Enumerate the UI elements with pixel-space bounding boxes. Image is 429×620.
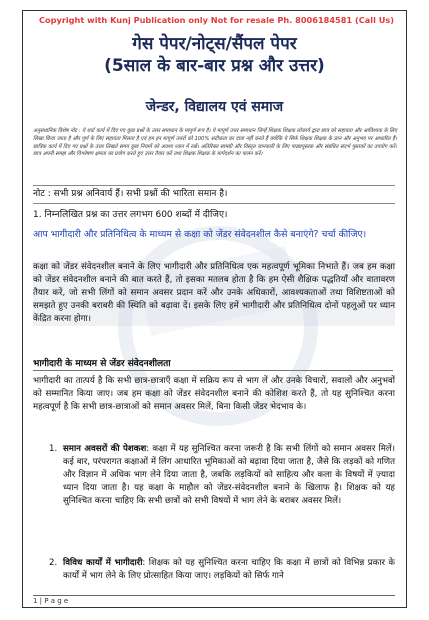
list-item	[49, 443, 395, 508]
phone-text: Ph. 8006184581 (Call Us)	[277, 15, 394, 25]
copyright-text: Copyright with Kunj Publication only Not for resale	[39, 15, 275, 25]
answer-paragraph-2: भागीदारी का तात्पर्य है कि सभी छात्र-छात्राएँ कक्षा में सक्रिय रूप से भाग लें और उनके विचारों, सवालों और अनुभवों को सम्मानित किया जाए। जब हम कक्षा को जेंडर संवेदनशील बनाने की कोशिश करते हैं, तो यह सुनिश्चित करना महत्वपूर्ण है कि सभी छात्र-छात्राओं को समान अवसर मिलें, बिना किसी जेंडर भेदभाव के।	[33, 376, 395, 412]
list-number: 1.	[49, 444, 58, 454]
list-item	[49, 557, 395, 583]
page-footer: 1 | P a g e	[33, 595, 395, 605]
question-instruction: 1. निम्नलिखित प्रश्न का उत्तर लगभग 600 शब्दों में दीजिए।	[33, 210, 228, 220]
list-item-title: विविध कार्यों में भागीदारी	[63, 558, 143, 568]
page-title: गेस पेपर/नोट्स/सैंपल पेपर	[132, 34, 297, 54]
subject-heading: जेन्डर, विद्यालय एवं समाज	[145, 99, 284, 115]
copyright-banner	[39, 15, 394, 25]
question-text: आप भागीदारी और प्रतिनिधित्व के माध्यम से कक्षा को जेंडर संवेदनशील कैसे बनाएंगे? चर्चा कीजिए।	[33, 229, 367, 240]
answer-paragraph-1: कक्षा को जेंडर संवेदनशील बनाने के लिए भागीदारी और प्रतिनिधित्व एक महत्वपूर्ण भूमिका निभाते हैं। जब हम कक्षा को जेंडर संवेदनशील बनाने की बात करते हैं, तो इसका मतलब होता है कि हम ऐसी शैक्षिक पद्धतियाँ और वातावरण तैयार करें, जो सभी लिंगों को समान अवसर प्रदान करें और उनके अधिकारों, आवश्यकताओं तथा विशिष्टताओं को समझते हुए उनकी बराबरी की स्थिति को बढ़ावा दें। इसके लिए हमें भागीदारी और प्रतिनिधित्व दोनों पहलुओं पर ध्यान केंद्रित करना होगा।	[33, 262, 395, 324]
intro-note: अनुसंधानिक विशेष नोट : ये शार्ट कार्य में दिए गए कुछ प्रश्नों के उत्तर समाधान के मापूर्ण रूप है। ये मापूर्ण उत्तर समाधान जिन्हें शिक्षक शिक्षक लोकार्य द्वारा छात्र को सहायता और आविश्यक के लिए लिखा किया जाता है और पूर्ण के लिए सहायता मिलता है एवं हम इन मापूर्ण उत्तरों को 100% सटीकता का दावा नहीं करते हैं क्योंकि ये सिर्फ शिक्षक शिक्षक के ज्ञान और अनुभव पर आधारित हैं। छात्रिक कार्य में दिए गए प्रश्नों के उत्तर लिखते समय कुछ नियमों को अवश्य ध्यान में रखें। अतिरिक्त सामग्री और विस्तृत जानकारी के लिए पाठ्यपुस्तक और संबंधित संदर्भ पुस्तकों का उपयोग करें। छात्र अपनी समझ और विश्लेषण क्षमता का प्रयोग करते हुए उत्तर तैयार करें तथा शिक्षक शिक्षक के मार्गदर्शन का पालन करें।	[33, 128, 397, 158]
page-title-line2: (5साल के बार-बार प्रश्न और उत्तर)	[104, 56, 325, 76]
section-heading: भागीदारी के माध्यम से जेंडर संवेदनशीलता	[33, 356, 393, 371]
list-number: 2.	[49, 558, 58, 568]
list-item-text: : कक्षा में यह सुनिश्चित करना जरूरी है कि सभी लिंगों को समान अवसर मिलें। कई बार, परंपरागत कक्षाओं में लिंग आधारित भूमिकाओं को बढ़ावा दिया जाता है, जैसे कि लड़कों को गणित और विज्ञान में अधिक भाग लेने दिया जाता है, जबकि लड़कियों को साहित्य और कला के विषयों में ज़्यादा ध्यान दिया जाता है। यह कक्षा के माहौल को जेंडर-संवेदनशील बनाने के खिलाफ है। शिक्षक को यह सुनिश्चित करना चाहिए कि सभी छात्रों को सभी विषयों में भाग लेने के बराबर अवसर मिलें।	[63, 444, 395, 506]
list-item-text: : शिक्षक को यह सुनिश्चित करना चाहिए कि कक्षा में छात्रों को विभिन्न प्रकार के कार्यों में भाग लेने के लिए प्रोत्साहित किया जाए। लड़कियों को सिर्फ गाने	[63, 558, 395, 581]
instructions-note: नोट : सभी प्रश्न अनिवार्य हैं। सभी प्रश्नों की भारिता समान है।	[33, 185, 395, 204]
list-item-title: समान अवसरों की पेशकश	[63, 444, 147, 454]
document-page	[22, 10, 407, 608]
